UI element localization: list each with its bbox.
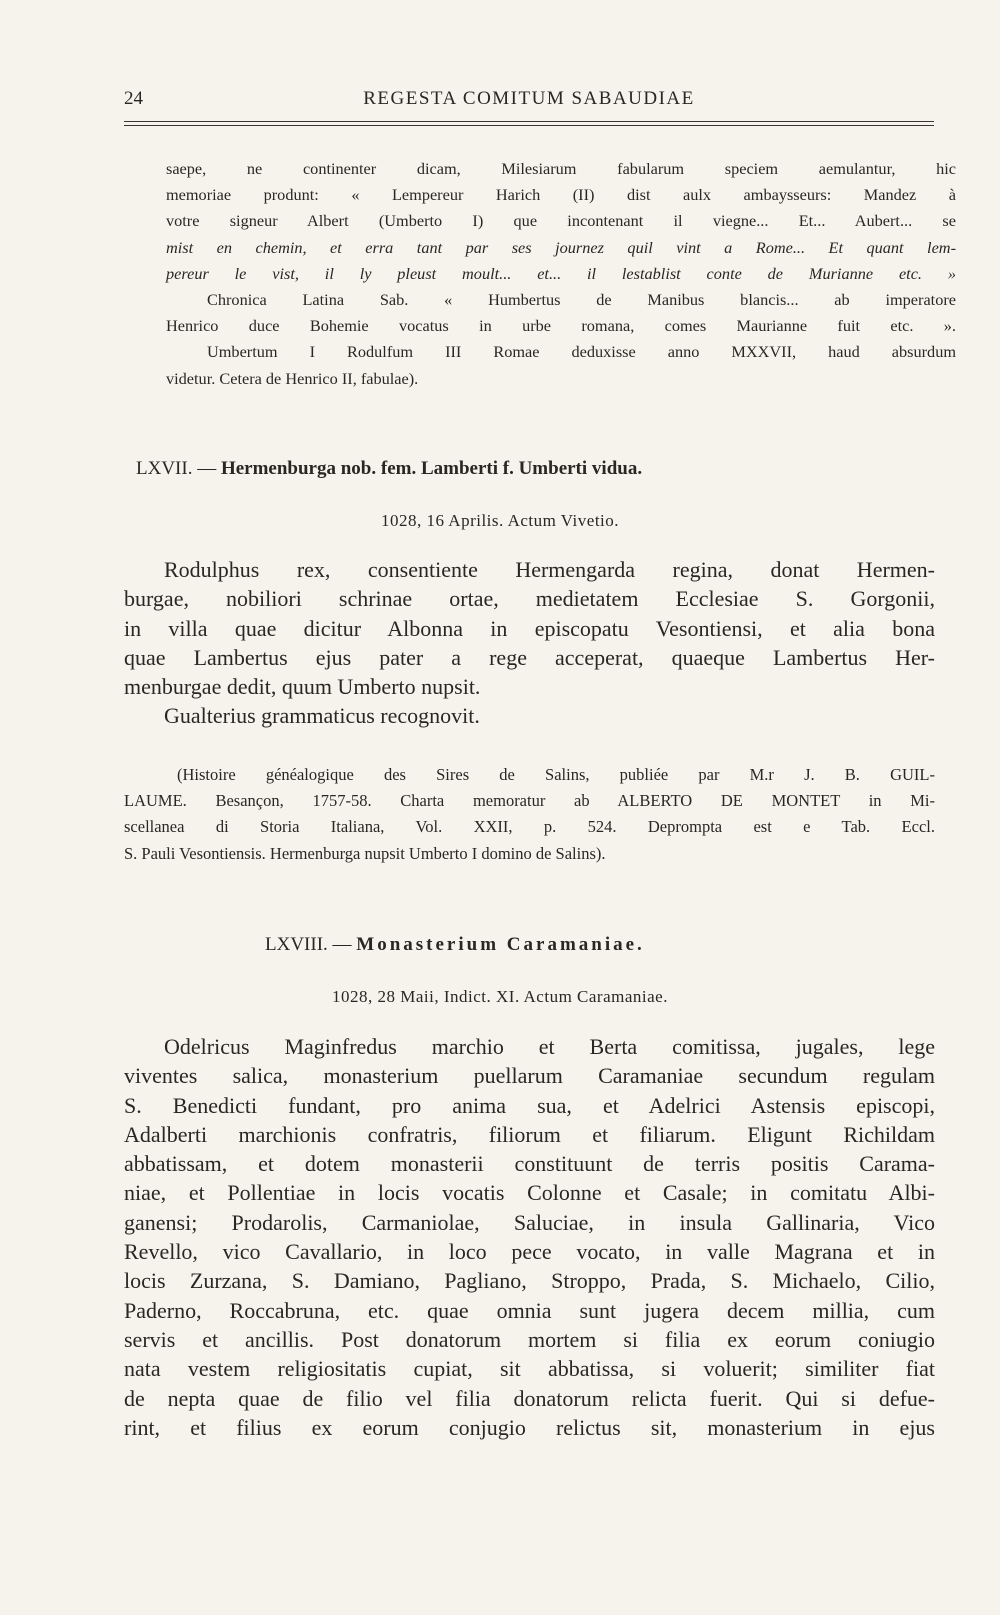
note-line: videtur. Cetera de Henrico II, fabulae). (166, 368, 419, 388)
entry-title: Hermenburga nob. fem. Lamberti f. Umberti vidua. (220, 458, 643, 479)
summary-line: Gualterius grammaticus recognovit. (164, 703, 480, 729)
entry-dash: — (197, 458, 217, 479)
summary-line: burgae, nobiliori schrinae ortae, medietatem Ecclesiae S. Gorgonii, (124, 586, 935, 612)
entry-summary-lxviii (124, 1032, 935, 1442)
source-line: S. Pauli Vesontiensis. Hermenburga nupsit Umberto I domino de Salins). (124, 843, 606, 863)
continuation-note (166, 156, 956, 392)
source-line: (Histoire généalogique des Sires de Salins, publiée par M.r J. B. GUIL- (177, 765, 935, 784)
note-line: mist en chemin, et erra tant par ses journez quil vint a Rome... Et quant lem- (166, 237, 956, 257)
header-rule-thin (124, 125, 934, 126)
summary-line: in villa quae dicitur Albonna in episcopatu Vesontiensi, et alia bona (124, 615, 935, 641)
summary-line: abbatissam, et dotem monasterii constituunt de terris positis Carama- (124, 1151, 935, 1177)
summary-line: niae, et Pollentiae in locis vocatis Colonne et Casale; in comitatu Albi- (124, 1180, 935, 1206)
entry-number: LXVIII. (265, 934, 328, 955)
source-line: scellanea di Storia Italiana, Vol. XXII, p. 524. Deprompta est e Tab. Eccl. (124, 817, 935, 837)
entry-dash: — (332, 934, 352, 955)
summary-line: Rodulphus rex, consentiente Hermengarda regina, donat Hermen- (164, 557, 935, 582)
summary-line: locis Zurzana, S. Damiano, Pagliano, Stroppo, Prada, S. Michaelo, Cilio, (124, 1268, 935, 1294)
entry-heading-lxvii (136, 458, 936, 480)
page-number: 24 (124, 88, 143, 109)
source-line: LAUME. Besançon, 1757-58. Charta memoratur ab ALBERTO DE MONTET in Mi- (124, 791, 935, 811)
running-head (124, 88, 934, 118)
summary-line: menburgae dedit, quum Umberto nupsit. (124, 674, 481, 700)
summary-line: ganensi; Prodarolis, Carmaniolae, Saluciae, in insula Gallinaria, Vico (124, 1209, 935, 1235)
entry-title: Monasterium Caramaniae. (356, 934, 645, 955)
summary-line: Adalberti marchionis confratris, filiorum et filiarum. Eligunt Richildam (124, 1121, 935, 1147)
note-line: Henrico duce Bohemie vocatus in urbe romana, comes Maurianne fuit etc. ». (166, 316, 956, 336)
note-line: Chronica Latina Sab. « Humbertus de Manibus blancis... ab imperatore (207, 290, 956, 310)
summary-line: S. Benedicti fundant, pro anima sua, et Adelrici Astensis episcopi, (124, 1092, 935, 1118)
note-line: pereur le vist, il ly pleust moult... et... il lestablist conte de Murianne etc. » (166, 263, 956, 283)
summary-line: Paderno, Roccabruna, etc. quae omnia sunt jugera decem millia, cum (124, 1297, 935, 1323)
entry-summary-lxvii (124, 555, 935, 731)
running-title: REGESTA COMITUM SABAUDIAE (363, 88, 695, 109)
summary-line: Revello, vico Cavallario, in loco pece vocato, in valle Magrana et in (124, 1239, 935, 1265)
summary-line: nata vestem religiositatis cupiat, sit abbatissa, si voluerit; similiter fiat (124, 1356, 935, 1382)
entry-number: LXVII. (136, 458, 193, 479)
note-line: memoriae produnt: « Lempereur Harich (II) dist aulx ambaysseurs: Mandez à (166, 185, 956, 205)
summary-line: rint, et filius ex eorum conjugio relictus sit, monasterium in ejus (124, 1414, 935, 1440)
entry-dateline: 1028, 28 Maii, Indict. XI. Actum Caramaniae. (332, 987, 668, 1006)
summary-line: quae Lambertus ejus pater a rege acceperat, quaeque Lambertus Her- (124, 644, 935, 670)
entry-source-lxvii (124, 762, 935, 867)
summary-line: viventes salica, monasterium puellarum Caramaniae secundum regulam (124, 1063, 935, 1089)
entry-dateline: 1028, 16 Aprilis. Actum Vivetio. (380, 511, 620, 530)
summary-line: servis et ancillis. Post donatorum mortem si filia ex eorum coniugio (124, 1326, 935, 1352)
header-rule (124, 121, 934, 122)
note-line: saepe, ne continenter dicam, Milesiarum fabularum speciem aemulantur, hic (166, 159, 956, 178)
note-line: votre signeur Albert (Umberto I) que incontenant il viegne... Et... Aubert... se (166, 211, 956, 231)
summary-line: Odelricus Maginfredus marchio et Berta comitissa, jugales, lege (164, 1034, 935, 1059)
note-line: Umbertum I Rodulfum III Romae deduxisse anno MXXVII, haud absurdum (207, 342, 956, 362)
entry-heading-lxviii (265, 934, 1000, 956)
summary-line: de nepta quae de filio vel filia donatorum relicta fuerit. Qui si defue- (124, 1385, 935, 1411)
